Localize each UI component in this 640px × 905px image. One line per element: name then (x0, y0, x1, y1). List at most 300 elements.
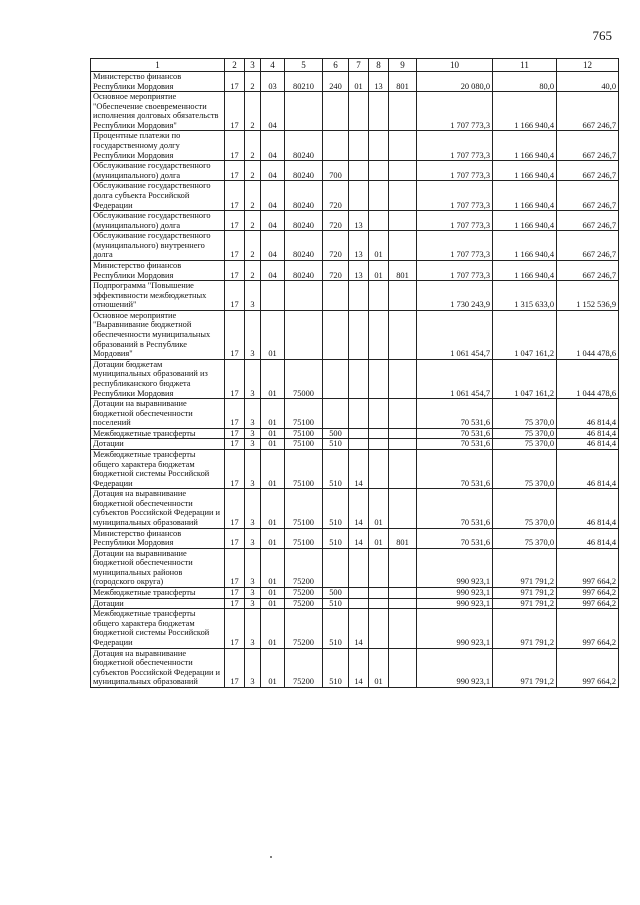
table-row (91, 281, 619, 311)
cell-col-11: 1 047 161,2 (493, 359, 557, 398)
cell-col-11: 75 370,0 (493, 399, 557, 429)
cell-col-8: 01 (369, 231, 389, 261)
cell-col-8 (369, 281, 389, 311)
cell-col-7: 13 (349, 260, 369, 280)
cell-col-3: 3 (245, 310, 261, 359)
cell-col-5: 80240 (285, 211, 323, 231)
cell-col-12: 1 044 478,6 (557, 310, 619, 359)
cell-col-5: 80210 (285, 72, 323, 92)
cell-col-7 (349, 92, 369, 131)
table-row (91, 449, 619, 488)
cell-col-3: 2 (245, 181, 261, 211)
cell-col-7 (349, 548, 369, 587)
header-cell-9: 9 (389, 59, 417, 72)
header-cell-6: 6 (323, 59, 349, 72)
cell-col-6: 700 (323, 161, 349, 181)
cell-col-2: 17 (225, 310, 245, 359)
cell-col-9: 801 (389, 260, 417, 280)
cell-col-6: 510 (323, 449, 349, 488)
table-row (91, 598, 619, 609)
cell-col-10: 990 923,1 (417, 588, 493, 599)
table-row (91, 648, 619, 687)
cell-col-5 (285, 92, 323, 131)
cell-col-10: 1 707 773,3 (417, 211, 493, 231)
cell-col-10: 990 923,1 (417, 648, 493, 687)
table-row (91, 588, 619, 599)
cell-col-5: 75200 (285, 609, 323, 648)
cell-col-7 (349, 181, 369, 211)
table-row (91, 439, 619, 450)
cell-col-6: 720 (323, 181, 349, 211)
cell-col-7 (349, 588, 369, 599)
cell-col-7 (349, 598, 369, 609)
cell-col-12: 997 664,2 (557, 548, 619, 587)
table-row (91, 489, 619, 528)
cell-col-11: 1 315 633,0 (493, 281, 557, 311)
cell-col-3: 2 (245, 211, 261, 231)
cell-col-12: 997 664,2 (557, 648, 619, 687)
cell-col-9 (389, 211, 417, 231)
cell-col-12: 1 044 478,6 (557, 359, 619, 398)
row-name: Дотации бюджетам муниципальных образований из республиканского бюджета Республики Мордовия (91, 359, 225, 398)
cell-col-6: 500 (323, 588, 349, 599)
cell-col-4: 01 (261, 648, 285, 687)
cell-col-11: 1 166 940,4 (493, 181, 557, 211)
table-row (91, 231, 619, 261)
cell-col-3: 3 (245, 428, 261, 439)
cell-col-12: 46 814,4 (557, 399, 619, 429)
cell-col-2: 17 (225, 211, 245, 231)
cell-col-5 (285, 281, 323, 311)
cell-col-12: 667 246,7 (557, 211, 619, 231)
cell-col-9 (389, 310, 417, 359)
cell-col-7: 14 (349, 449, 369, 488)
cell-col-5: 75100 (285, 528, 323, 548)
cell-col-11: 971 791,2 (493, 609, 557, 648)
cell-col-9 (389, 489, 417, 528)
row-name: Обслуживание государственного (муниципального) внутреннего долга (91, 231, 225, 261)
cell-col-6 (323, 310, 349, 359)
cell-col-11: 1 166 940,4 (493, 92, 557, 131)
cell-col-2: 17 (225, 548, 245, 587)
cell-col-9 (389, 588, 417, 599)
cell-col-2: 17 (225, 428, 245, 439)
cell-col-6 (323, 281, 349, 311)
cell-col-10: 1 707 773,3 (417, 231, 493, 261)
cell-col-8 (369, 548, 389, 587)
row-name: Межбюджетные трансферты (91, 428, 225, 439)
cell-col-7 (349, 310, 369, 359)
cell-col-5: 75100 (285, 399, 323, 429)
row-name: Подпрограмма "Повышение эффективности межбюджетных отношений" (91, 281, 225, 311)
cell-col-9 (389, 161, 417, 181)
table-row (91, 310, 619, 359)
cell-col-4: 01 (261, 449, 285, 488)
cell-col-10: 70 531,6 (417, 428, 493, 439)
cell-col-11: 1 166 940,4 (493, 211, 557, 231)
table-header (91, 59, 619, 72)
cell-col-3: 3 (245, 648, 261, 687)
cell-col-12: 46 814,4 (557, 489, 619, 528)
cell-col-9 (389, 131, 417, 161)
cell-col-10: 1 707 773,3 (417, 181, 493, 211)
cell-col-4: 01 (261, 609, 285, 648)
row-name: Процентные платежи по государственному долгу Республики Мордовия (91, 131, 225, 161)
cell-col-6: 720 (323, 231, 349, 261)
cell-col-3: 3 (245, 281, 261, 311)
row-name: Дотации (91, 439, 225, 450)
cell-col-8 (369, 310, 389, 359)
cell-col-8: 01 (369, 489, 389, 528)
cell-col-2: 17 (225, 489, 245, 528)
row-name: Дотации (91, 598, 225, 609)
cell-col-10: 70 531,6 (417, 399, 493, 429)
cell-col-3: 3 (245, 359, 261, 398)
cell-col-6: 720 (323, 260, 349, 280)
cell-col-8 (369, 131, 389, 161)
cell-col-4: 01 (261, 310, 285, 359)
cell-col-6: 510 (323, 648, 349, 687)
cell-col-4: 04 (261, 181, 285, 211)
cell-col-4: 01 (261, 548, 285, 587)
cell-col-10: 70 531,6 (417, 489, 493, 528)
row-name: Министерство финансов Республики Мордовия (91, 260, 225, 280)
cell-col-6: 510 (323, 609, 349, 648)
table-row (91, 399, 619, 429)
cell-col-8 (369, 439, 389, 450)
cell-col-9 (389, 231, 417, 261)
row-name: Обслуживание государственного (муниципального) долга (91, 211, 225, 231)
cell-col-8: 13 (369, 72, 389, 92)
header-cell-5: 5 (285, 59, 323, 72)
cell-col-4: 01 (261, 588, 285, 599)
cell-col-9 (389, 449, 417, 488)
cell-col-8 (369, 428, 389, 439)
cell-col-10: 990 923,1 (417, 609, 493, 648)
cell-col-2: 17 (225, 92, 245, 131)
header-row (91, 59, 619, 72)
cell-col-3: 3 (245, 609, 261, 648)
cell-col-9: 801 (389, 528, 417, 548)
cell-col-8 (369, 588, 389, 599)
cell-col-8 (369, 92, 389, 131)
cell-col-7: 14 (349, 489, 369, 528)
cell-col-6: 510 (323, 528, 349, 548)
cell-col-5: 80240 (285, 131, 323, 161)
header-cell-7: 7 (349, 59, 369, 72)
cell-col-7 (349, 428, 369, 439)
cell-col-8 (369, 181, 389, 211)
cell-col-4: 04 (261, 231, 285, 261)
cell-col-4: 04 (261, 161, 285, 181)
cell-col-2: 17 (225, 598, 245, 609)
cell-col-11: 75 370,0 (493, 428, 557, 439)
cell-col-2: 17 (225, 131, 245, 161)
cell-col-5: 75200 (285, 648, 323, 687)
cell-col-5: 75100 (285, 439, 323, 450)
cell-col-6: 510 (323, 598, 349, 609)
header-cell-12: 12 (557, 59, 619, 72)
cell-col-4: 04 (261, 260, 285, 280)
cell-col-5: 80240 (285, 260, 323, 280)
cell-col-11: 75 370,0 (493, 489, 557, 528)
cell-col-8: 01 (369, 648, 389, 687)
cell-col-12: 997 664,2 (557, 588, 619, 599)
cell-col-11: 1 047 161,2 (493, 310, 557, 359)
cell-col-3: 2 (245, 72, 261, 92)
row-name: Министерство финансов Республики Мордовия (91, 72, 225, 92)
cell-col-5: 75000 (285, 359, 323, 398)
cell-col-4: 01 (261, 359, 285, 398)
cell-col-9 (389, 439, 417, 450)
cell-col-2: 17 (225, 449, 245, 488)
header-cell-3: 3 (245, 59, 261, 72)
cell-col-11: 971 791,2 (493, 598, 557, 609)
cell-col-5: 75100 (285, 449, 323, 488)
cell-col-12: 997 664,2 (557, 598, 619, 609)
cell-col-7: 14 (349, 609, 369, 648)
cell-col-9 (389, 399, 417, 429)
cell-col-5: 75100 (285, 428, 323, 439)
cell-col-3: 3 (245, 598, 261, 609)
cell-col-4 (261, 281, 285, 311)
header-cell-10: 10 (417, 59, 493, 72)
table-row (91, 72, 619, 92)
cell-col-2: 17 (225, 609, 245, 648)
cell-col-3: 3 (245, 439, 261, 450)
table-row (91, 428, 619, 439)
cell-col-10: 1 707 773,3 (417, 92, 493, 131)
table-row (91, 528, 619, 548)
cell-col-5: 80240 (285, 161, 323, 181)
cell-col-9 (389, 609, 417, 648)
cell-col-11: 75 370,0 (493, 528, 557, 548)
cell-col-9 (389, 181, 417, 211)
cell-col-11: 971 791,2 (493, 648, 557, 687)
row-name: Основное мероприятие "Выравнивание бюджетной обеспеченности муниципальных образований в Республике Мордовия" (91, 310, 225, 359)
cell-col-9 (389, 598, 417, 609)
cell-col-9 (389, 428, 417, 439)
cell-col-12: 667 246,7 (557, 260, 619, 280)
cell-col-6: 510 (323, 489, 349, 528)
table-row (91, 548, 619, 587)
cell-col-2: 17 (225, 528, 245, 548)
cell-col-2: 17 (225, 588, 245, 599)
cell-col-11: 1 166 940,4 (493, 161, 557, 181)
cell-col-7: 13 (349, 211, 369, 231)
cell-col-6 (323, 131, 349, 161)
cell-col-2: 17 (225, 161, 245, 181)
header-cell-1: 1 (91, 59, 225, 72)
cell-col-9: 801 (389, 72, 417, 92)
row-name: Дотации на выравнивание бюджетной обеспеченности муниципальных районов (городского округа) (91, 548, 225, 587)
cell-col-10: 1 730 243,9 (417, 281, 493, 311)
cell-col-8: 01 (369, 260, 389, 280)
cell-col-11: 1 166 940,4 (493, 231, 557, 261)
cell-col-7: 13 (349, 231, 369, 261)
cell-col-12: 46 814,4 (557, 439, 619, 450)
cell-col-12: 667 246,7 (557, 161, 619, 181)
cell-col-7: 14 (349, 528, 369, 548)
cell-col-7 (349, 131, 369, 161)
cell-col-2: 17 (225, 648, 245, 687)
cell-col-2: 17 (225, 399, 245, 429)
cell-col-10: 1 061 454,7 (417, 310, 493, 359)
cell-col-9 (389, 359, 417, 398)
row-name: Дотация на выравнивание бюджетной обеспеченности субъектов Российской Федерации и муниципальных образований (91, 648, 225, 687)
table-row (91, 359, 619, 398)
cell-col-6: 500 (323, 428, 349, 439)
cell-col-3: 2 (245, 260, 261, 280)
budget-table (90, 58, 619, 688)
cell-col-6: 240 (323, 72, 349, 92)
row-name: Основное мероприятие "Обеспечение своевременности исполнения долговых обязательств Республики Мордовия" (91, 92, 225, 131)
cell-col-8 (369, 399, 389, 429)
cell-col-7 (349, 359, 369, 398)
cell-col-6 (323, 399, 349, 429)
cell-col-7 (349, 399, 369, 429)
cell-col-7 (349, 281, 369, 311)
cell-col-4: 01 (261, 439, 285, 450)
cell-col-4: 01 (261, 528, 285, 548)
cell-col-4: 01 (261, 399, 285, 429)
cell-col-10: 990 923,1 (417, 598, 493, 609)
cell-col-4: 01 (261, 428, 285, 439)
cell-col-8 (369, 598, 389, 609)
cell-col-8 (369, 359, 389, 398)
cell-col-8 (369, 211, 389, 231)
cell-col-6 (323, 548, 349, 587)
cell-col-6 (323, 359, 349, 398)
header-cell-2: 2 (225, 59, 245, 72)
cell-col-3: 2 (245, 131, 261, 161)
cell-col-6: 510 (323, 439, 349, 450)
cell-col-7: 14 (349, 648, 369, 687)
cell-col-10: 1 707 773,3 (417, 260, 493, 280)
cell-col-9 (389, 281, 417, 311)
row-name: Дотации на выравнивание бюджетной обеспеченности поселений (91, 399, 225, 429)
cell-col-6 (323, 92, 349, 131)
cell-col-3: 3 (245, 399, 261, 429)
row-name: Межбюджетные трансферты общего характера бюджетам бюджетной системы Российской Федерации (91, 449, 225, 488)
cell-col-7 (349, 439, 369, 450)
cell-col-12: 46 814,4 (557, 449, 619, 488)
cell-col-9 (389, 92, 417, 131)
cell-col-4: 03 (261, 72, 285, 92)
cell-col-2: 17 (225, 72, 245, 92)
cell-col-3: 2 (245, 231, 261, 261)
cell-col-10: 70 531,6 (417, 449, 493, 488)
cell-col-4: 01 (261, 489, 285, 528)
cell-col-4: 01 (261, 598, 285, 609)
cell-col-10: 70 531,6 (417, 439, 493, 450)
cell-col-11: 75 370,0 (493, 439, 557, 450)
cell-col-12: 667 246,7 (557, 231, 619, 261)
header-cell-8: 8 (369, 59, 389, 72)
cell-col-10: 20 080,0 (417, 72, 493, 92)
cell-col-3: 3 (245, 528, 261, 548)
table-body (91, 72, 619, 688)
cell-col-12: 46 814,4 (557, 528, 619, 548)
cell-col-11: 1 166 940,4 (493, 131, 557, 161)
cell-col-12: 667 246,7 (557, 181, 619, 211)
table-row (91, 181, 619, 211)
cell-col-7 (349, 161, 369, 181)
cell-col-5: 75200 (285, 588, 323, 599)
cell-col-11: 971 791,2 (493, 588, 557, 599)
cell-col-8 (369, 161, 389, 181)
cell-col-12: 997 664,2 (557, 609, 619, 648)
cell-col-5 (285, 310, 323, 359)
row-name: Дотация на выравнивание бюджетной обеспеченности субъектов Российской Федерации и муниципальных образований (91, 489, 225, 528)
cell-col-7: 01 (349, 72, 369, 92)
cell-col-8 (369, 609, 389, 648)
cell-col-5: 80240 (285, 231, 323, 261)
cell-col-8 (369, 449, 389, 488)
cell-col-6: 720 (323, 211, 349, 231)
cell-col-5: 75200 (285, 598, 323, 609)
cell-col-4: 04 (261, 211, 285, 231)
cell-col-11: 1 166 940,4 (493, 260, 557, 280)
cell-col-10: 1 707 773,3 (417, 131, 493, 161)
table-row (91, 260, 619, 280)
cell-col-4: 04 (261, 92, 285, 131)
table-row (91, 131, 619, 161)
cell-col-3: 2 (245, 92, 261, 131)
cell-col-2: 17 (225, 260, 245, 280)
cell-col-9 (389, 648, 417, 687)
cell-col-9 (389, 548, 417, 587)
cell-col-12: 40,0 (557, 72, 619, 92)
cell-col-3: 3 (245, 548, 261, 587)
row-name: Обслуживание государственного долга субъекта Российской Федерации (91, 181, 225, 211)
cell-col-12: 667 246,7 (557, 131, 619, 161)
cell-col-12: 46 814,4 (557, 428, 619, 439)
cell-col-11: 80,0 (493, 72, 557, 92)
header-cell-11: 11 (493, 59, 557, 72)
cell-col-2: 17 (225, 181, 245, 211)
cell-col-5: 80240 (285, 181, 323, 211)
cell-col-10: 70 531,6 (417, 528, 493, 548)
cell-col-3: 3 (245, 449, 261, 488)
cell-col-12: 667 246,7 (557, 92, 619, 131)
cell-col-5: 75200 (285, 548, 323, 587)
cell-col-11: 75 370,0 (493, 449, 557, 488)
scan-speck (270, 856, 272, 858)
cell-col-10: 990 923,1 (417, 548, 493, 587)
cell-col-5: 75100 (285, 489, 323, 528)
cell-col-2: 17 (225, 439, 245, 450)
table-row (91, 92, 619, 131)
cell-col-2: 17 (225, 231, 245, 261)
cell-col-3: 2 (245, 161, 261, 181)
cell-col-3: 3 (245, 489, 261, 528)
cell-col-2: 17 (225, 359, 245, 398)
cell-col-10: 1 707 773,3 (417, 161, 493, 181)
cell-col-8: 01 (369, 528, 389, 548)
page-number: 765 (592, 28, 612, 43)
cell-col-4: 04 (261, 131, 285, 161)
cell-col-2: 17 (225, 281, 245, 311)
table-row (91, 211, 619, 231)
header-cell-4: 4 (261, 59, 285, 72)
table-row (91, 609, 619, 648)
cell-col-10: 1 061 454,7 (417, 359, 493, 398)
row-name: Обслуживание государственного (муниципального) долга (91, 161, 225, 181)
row-name: Межбюджетные трансферты общего характера бюджетам бюджетной системы Российской Федерации (91, 609, 225, 648)
cell-col-3: 3 (245, 588, 261, 599)
row-name: Межбюджетные трансферты (91, 588, 225, 599)
